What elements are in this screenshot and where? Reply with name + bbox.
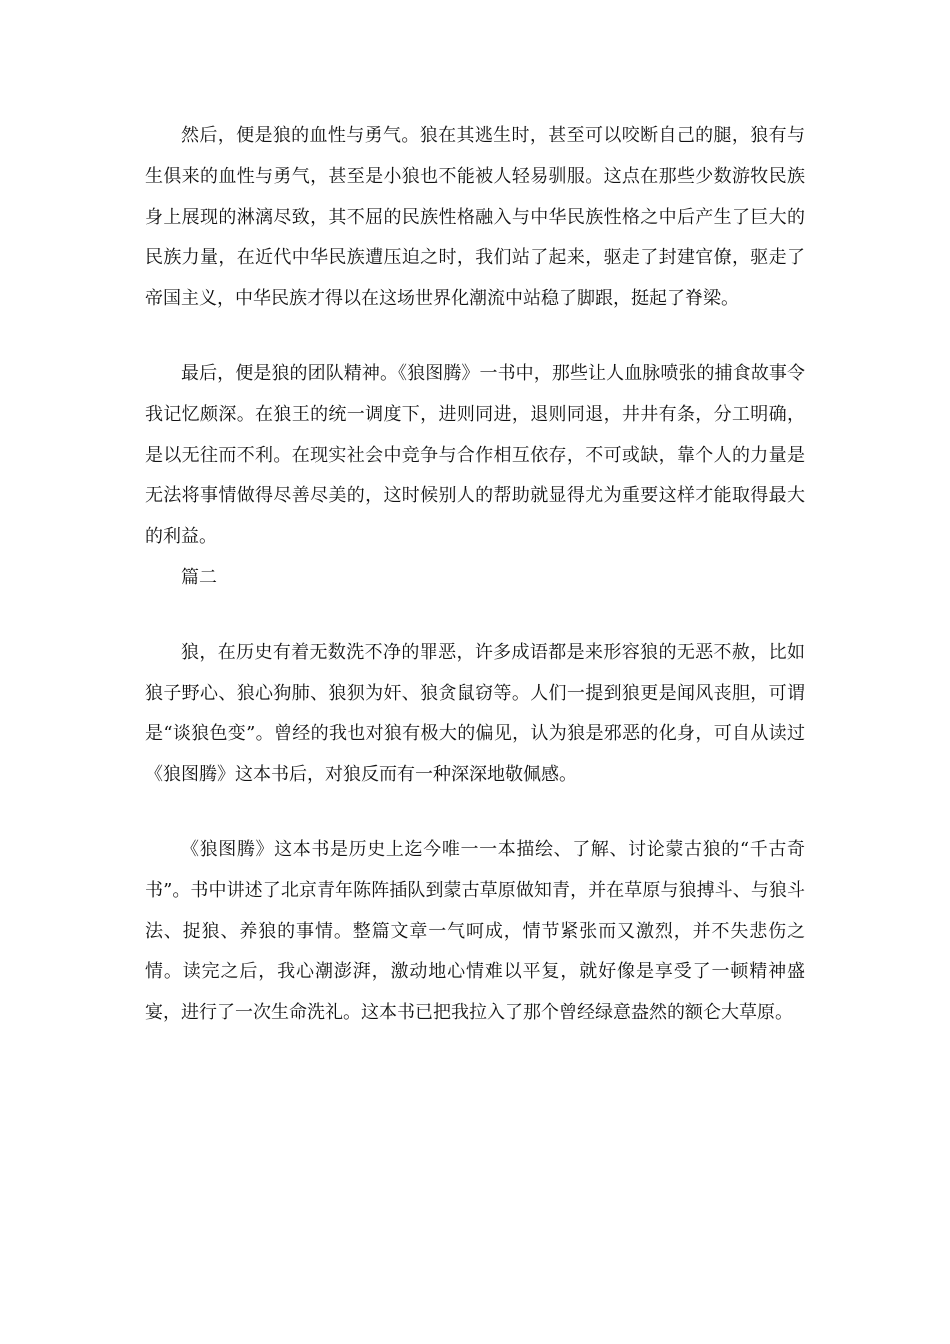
section-heading-part-two: 篇二 — [181, 566, 217, 588]
document-body — [145, 116, 805, 1034]
paragraph-book-summary: 《狼图腾》这本书是历史上迄今唯一一本描绘、了解、讨论蒙古狼的“千古奇书”。书中讲述了北京青年陈阵插队到蒙古草原做知青，并在草原与狼搏斗、与狼斗法、捉狼、养狼的事情。整篇文章一气呵成，情节紧张而又激烈，并不失悲伤之情。读完之后，我心潮澎湃，激动地心情难以平复，就好像是享受了一顿精神盛宴，进行了一次生命洗礼。这本书已把我拉入了那个曾经绿意盎然的额仑大草原。 — [145, 838, 805, 1024]
paragraph-wolf-prejudice: 狼，在历史有着无数洗不净的罪恶，许多成语都是来形容狼的无恶不赦，比如狼子野心、狼心狗肺、狼狈为奸、狼贪鼠窃等。人们一提到狼更是闻风丧胆，可谓是“谈狼色变”。曾经的我也对狼有极大的偏见，认为狼是邪恶的化身，可自从读过《狼图腾》这本书后，对狼反而有一种深深地敬佩感。 — [145, 641, 805, 786]
paragraph-courage: 然后，便是狼的血性与勇气。狼在其逃生时，甚至可以咬断自己的腿，狼有与生俱来的血性与勇气，甚至是小狼也不能被人轻易驯服。这点在那些少数游牧民族身上展现的淋漓尽致，其不屈的民族性格融入与中华民族性格之中后产生了巨大的民族力量，在近代中华民族遭压迫之时，我们站了起来，驱走了封建官僚，驱走了帝国主义，中华民族才得以在这场世界化潮流中站稳了脚跟，挺起了脊梁。 — [145, 125, 805, 310]
paragraph-teamwork: 最后，便是狼的团队精神。《狼图腾》一书中，那些让人血脉喷张的捕食故事令我记忆颇深。在狼王的统一调度下，进则同进，退则同退，井井有条，分工明确，是以无往而不利。在现实社会中竞争与合作相互依存，不可或缺，靠个人的力量是无法将事情做得尽善尽美的，这时候别人的帮助就显得尤为重要这样才能取得最大的利益。 — [145, 362, 805, 548]
